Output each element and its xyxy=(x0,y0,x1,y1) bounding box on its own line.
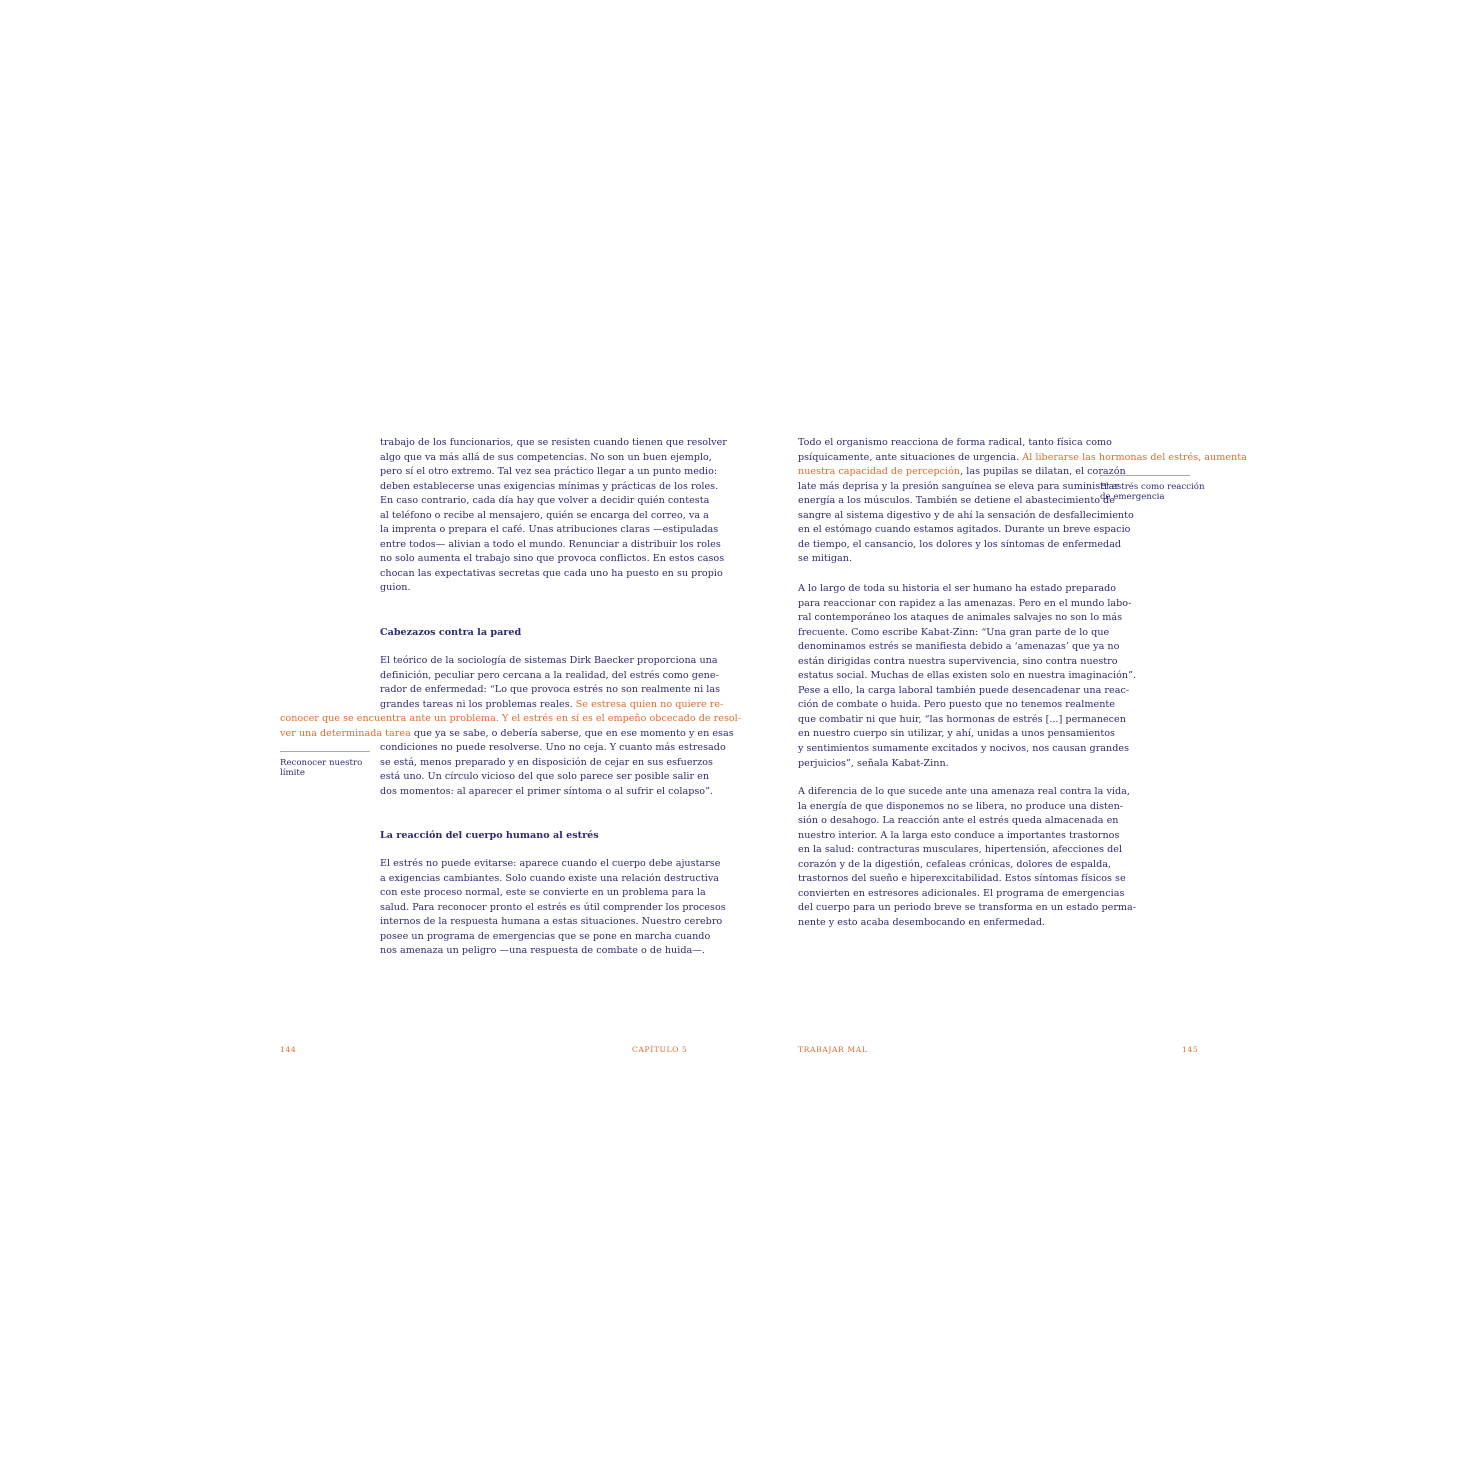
text-line: condiciones no puede resolverse. Uno no ceja. Y cuanto más estresado xyxy=(380,742,726,753)
sidenote-rule xyxy=(1100,475,1190,476)
text-line: con este proceso normal, este se convierte en un problema para la xyxy=(380,887,706,899)
left-paragraph-3 xyxy=(380,857,726,959)
running-head: TRABAJAR MAL xyxy=(798,1045,868,1054)
highlighted-pull-quote-line xyxy=(280,712,741,741)
section-heading-reaccion: La reacción del cuerpo humano al estrés xyxy=(380,830,599,841)
margin-note-reconocer xyxy=(280,758,362,779)
text-line: trastornos del sueño e hiperexcitabilidad. Estos síntomas físicos se xyxy=(798,873,1126,885)
text-line xyxy=(798,451,1247,466)
text-line: dos momentos: al aparecer el primer síntoma o al sufrir el colapso”. xyxy=(380,785,714,797)
text-line: definición, peculiar pero cercana a la realidad, del estrés como gene- xyxy=(380,669,719,681)
text-line: A lo largo de toda su historia el ser humano ha estado preparado xyxy=(798,583,1117,594)
text-line: ción de combate o huida. Pero puesto que no tenemos realmente xyxy=(798,699,1115,711)
highlighted-pull-quote: Se estresa quien no quiere re- xyxy=(575,698,724,710)
text-line: se está, menos preparado y en disposición de cejar en sus esfuerzos xyxy=(380,756,713,768)
text-line: frecuente. Como escribe Kabat-Zinn: “Una gran parte de lo que xyxy=(798,626,1110,638)
text-line: en el estómago cuando estamos agitados. Durante un breve espacio xyxy=(798,524,1131,536)
text-line: nuestro interior. A la larga esto conduce a importantes trastornos xyxy=(798,829,1120,841)
text-line: convierten en estresores adicionales. El programa de emergencias xyxy=(798,887,1125,899)
text-line: chocan las expectativas secretas que cada uno ha puesto en su propio xyxy=(380,567,723,579)
left-paragraph-2a xyxy=(380,654,723,712)
right-paragraph-3 xyxy=(798,785,1136,930)
left-paragraph-2b xyxy=(380,741,726,799)
right-page xyxy=(736,0,1472,1472)
text-line: de emergencia xyxy=(1100,492,1165,503)
text-line: no solo aumenta el trabajo sino que provoca conflictos. En estos casos xyxy=(380,553,725,565)
text-line: Todo el organismo reacciona de forma radical, tanto física como xyxy=(798,437,1112,448)
text-line: El estrés no puede evitarse: aparece cuando el cuerpo debe ajustarse xyxy=(380,858,721,869)
text-line: Pese a ello, la carga laboral también puede desencadenar una reac- xyxy=(798,684,1130,696)
text-line: El estrés como reacción xyxy=(1100,482,1205,492)
text-line: a exigencias cambiantes. Solo cuando existe una relación destructiva xyxy=(380,872,720,884)
running-head: CAPÍTULO 5 xyxy=(632,1045,688,1054)
page-number: 144 xyxy=(280,1045,297,1054)
text-line xyxy=(280,727,741,742)
text-line: y sentimientos sumamente excitados y nocivos, nos causan grandes xyxy=(798,743,1130,755)
text-line: internos de la respuesta humana a estas situaciones. Nuestro cerebro xyxy=(380,916,723,928)
text-line: de tiempo, el cansancio, los dolores y los síntomas de enfermedad xyxy=(798,538,1122,550)
plain-text: que ya se sabe, o debería saberse, que en ese momento y en esas xyxy=(410,727,734,739)
plain-text: grandes tareas ni los problemas reales. xyxy=(380,698,576,710)
text-line: está uno. Un círculo vicioso del que solo parece ser posible salir en xyxy=(380,771,710,783)
text-line: El teórico de la sociología de sistemas Dirk Baecker proporciona una xyxy=(380,655,718,666)
text-line: rador de enfermedad: “Lo que provoca estrés no son realmente ni las xyxy=(380,684,721,696)
highlighted-pull-quote: conocer que se encuentra ante un problema. Y el estrés en sí es el empeño obcecado de resol- xyxy=(280,713,742,724)
text-line: algo que va más allá de sus competencias. No son un buen ejemplo, xyxy=(380,451,712,463)
text-line: que combatir ni que huir, “las hormonas de estrés [...] permanecen xyxy=(798,713,1126,725)
text-line: late más deprisa y la presión sanguínea se eleva para suministrar xyxy=(798,480,1119,492)
text-line: entre todos— alivian a todo el mundo. Renunciar a distribuir los roles xyxy=(380,538,721,550)
text-line: nente y esto acaba desembocando en enfermedad. xyxy=(798,916,1046,928)
text-line: del cuerpo para un periodo breve se transforma en un estado perma- xyxy=(798,902,1137,914)
highlighted-pull-quote: ver una determinada tarea xyxy=(280,727,411,739)
plain-text: psíquicamente, ante situaciones de urgencia. xyxy=(798,451,1023,463)
text-line: deben establecerse unas exigencias mínimas y prácticas de los roles. xyxy=(380,480,719,492)
text-line: perjuicios”, señala Kabat-Zinn. xyxy=(798,757,949,769)
text-line: ral contemporáneo los ataques de animales salvajes no son lo más xyxy=(798,612,1123,624)
text-line: están dirigidas contra nuestra supervivencia, sino contra nuestro xyxy=(798,655,1118,667)
text-line: nos amenaza un peligro —una respuesta de combate o de huida—. xyxy=(380,945,705,957)
text-line: salud. Para reconocer pronto el estrés es útil comprender los procesos xyxy=(380,901,726,913)
text-line: se mitigan. xyxy=(798,553,853,565)
text-line: en la salud: contracturas musculares, hipertensión, afecciones del xyxy=(798,844,1123,856)
text-line: Reconocer nuestro xyxy=(280,758,363,768)
text-line: denominamos estrés se manifiesta debido a ‘amenazas’ que ya no xyxy=(798,641,1120,653)
text-line: A diferencia de lo que sucede ante una amenaza real contra la vida, xyxy=(798,786,1130,797)
text-line: sangre al sistema digestivo y de ahí la sensación de desfallecimiento xyxy=(798,509,1134,521)
text-line: trabajo de los funcionarios, que se resisten cuando tienen que resolver xyxy=(380,437,727,448)
text-line: en nuestro cuerpo sin utilizar, y ahí, unidas a unos pensamientos xyxy=(798,728,1115,740)
text-line: límite xyxy=(280,768,305,779)
text-line: estatus social. Muchas de ellas existen solo en nuestra imaginación”. xyxy=(798,670,1137,682)
text-line: corazón y de la digestión, cefaleas crónicas, dolores de espalda, xyxy=(798,858,1112,870)
left-paragraph-1 xyxy=(380,436,727,596)
right-paragraph-2 xyxy=(798,582,1136,771)
text-line: la imprenta o prepara el café. Unas atribuciones claras —estipuladas xyxy=(380,524,719,536)
text-line: posee un programa de emergencias que se pone en marcha cuando xyxy=(380,930,711,942)
text-line: para reaccionar con rapidez a las amenazas. Pero en el mundo labo- xyxy=(798,597,1132,609)
page-number: 145 xyxy=(1182,1045,1199,1054)
highlighted-pull-quote: nuestra capacidad de percepción xyxy=(798,466,961,478)
sidenote-rule xyxy=(280,751,370,752)
text-line: al teléfono o recibe al mensajero, quién se encarga del correo, va a xyxy=(380,509,709,521)
text-line: energía a los músculos. También se detiene el abastecimiento de xyxy=(798,495,1115,507)
margin-note-emergencia xyxy=(1100,482,1204,503)
section-heading-cabezazos: Cabezazos contra la pared xyxy=(380,627,522,638)
text-line: guion. xyxy=(380,582,411,594)
text-line xyxy=(380,698,723,713)
text-line: la energía de que disponemos no se libera, no produce una disten- xyxy=(798,800,1124,812)
highlighted-pull-quote: Al liberarse las hormonas del estrés, aumenta xyxy=(1022,451,1247,463)
text-line: sión o desahogo. La reacción ante el estrés queda almacenada en xyxy=(798,815,1119,827)
plain-text: , las pupilas se dilatan, el corazón xyxy=(960,466,1126,478)
text-line: En caso contrario, cada día hay que volver a decidir quién contesta xyxy=(380,495,710,507)
text-line xyxy=(798,465,1247,480)
text-line: pero sí el otro extremo. Tal vez sea práctico llegar a un punto medio: xyxy=(380,466,718,478)
